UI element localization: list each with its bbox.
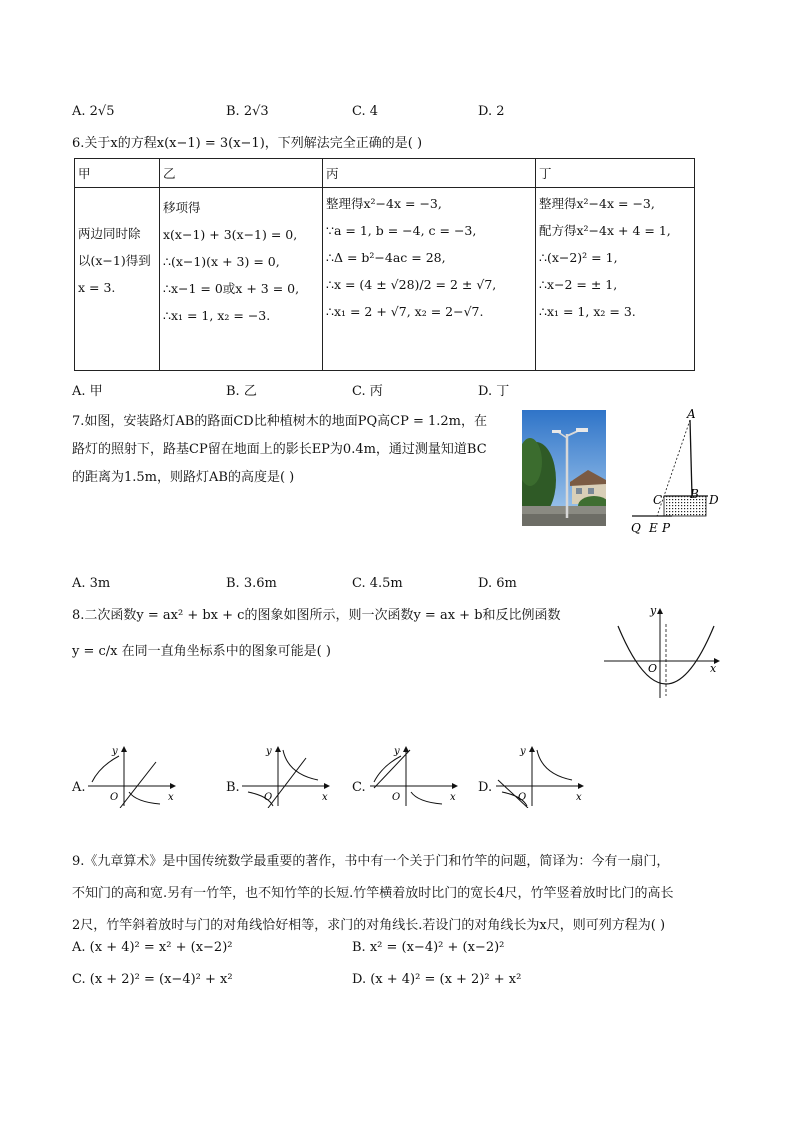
- yi-line: ∴x₁ = 1, x₂ = −3.: [163, 308, 271, 323]
- q9-option-b: B. x² = (x−4)² + (x−2)²: [352, 940, 505, 955]
- bing-line: ∴x₁ = 2 + √7, x₂ = 2−√7.: [326, 304, 484, 319]
- cell-ding: [536, 188, 695, 371]
- bing-line: ∴Δ = b²−4ac = 28,: [326, 250, 446, 265]
- q7-option-a: A. 3m: [72, 576, 111, 591]
- q8-option-d: D.: [478, 780, 493, 795]
- graph-y-label: y: [394, 746, 400, 757]
- q8-line1: 8.二次函数y = ax² + bx + c的图象如图所示，则一次函数y = ax + b和反比例函数: [72, 608, 561, 623]
- q8-option-b: B.: [226, 780, 240, 795]
- q8-graph-b: [240, 744, 332, 808]
- yi-line: x(x−1) + 3(x−1) = 0,: [163, 227, 298, 242]
- bing-line: ∴x = (4 ± √28)/2 = 2 ± √7,: [326, 277, 497, 292]
- q5-option-c: C. 4: [352, 104, 379, 119]
- q7-lamp-figure: [624, 406, 724, 538]
- graph-origin-label: O: [518, 792, 527, 803]
- q7-line: 路灯的照射下，路基CP留在地面上的影长EP为0.4m，通过测量知道BC: [72, 442, 487, 457]
- graph-x-label: x: [576, 792, 582, 803]
- q8-graph-c: [368, 744, 460, 808]
- q6-option-d: D. 丁: [478, 384, 510, 399]
- q9-option-c: C. (x + 2)² = (x−4)² + x²: [72, 972, 233, 987]
- yi-line: 移项得: [163, 200, 201, 215]
- cell-jia: [75, 188, 160, 371]
- label-p: P: [662, 521, 671, 535]
- q7-line: 的距离为1.5m，则路灯AB的高度是( ): [72, 470, 295, 485]
- header-ding: 丁: [536, 159, 695, 188]
- q8-graph-d: [494, 744, 586, 808]
- header-bing: 丙: [323, 159, 536, 188]
- q9-option-d: D. (x + 4)² = (x + 2)² + x²: [352, 972, 522, 987]
- label-a: A: [687, 407, 696, 421]
- ding-line: ∴x−2 = ± 1,: [539, 277, 618, 292]
- q7-option-b: B. 3.6m: [226, 576, 277, 591]
- label-d: D: [709, 493, 719, 507]
- q7-stem: [72, 408, 487, 492]
- graph-origin-label: O: [392, 792, 401, 803]
- jia-line: 以(x−1)得到: [78, 253, 151, 268]
- q9-line: 不知门的高和宽.另有一竹竿，也不知竹竿的长短.竹竿横着放时比门的宽长4尺，竹竿竖着放时比门的高长: [72, 886, 674, 901]
- q9-stem: [72, 846, 674, 942]
- jia-line: 两边同时除: [78, 226, 141, 241]
- q5-option-b: B. 2√3: [226, 104, 269, 119]
- q8-x-label: x: [710, 662, 717, 675]
- q9-line: 9.《九章算术》是中国传统数学最重要的著作，书中有一个关于门和竹竿的问题，简译为：今有一扇门，: [72, 854, 670, 869]
- label-c: C: [653, 493, 663, 507]
- q8-option-a: A.: [72, 780, 86, 795]
- q8-option-c: C.: [352, 780, 366, 795]
- yi-line: ∴x−1 = 0或x + 3 = 0,: [163, 281, 300, 296]
- q5-option-a: A. 2√5: [72, 104, 115, 119]
- label-q: Q: [631, 521, 641, 535]
- q7-line: 7.如图，安装路灯AB的路面CD比种植树木的地面PQ高CP = 1.2m，在: [72, 414, 487, 429]
- q8-y-label: y: [650, 604, 657, 617]
- q8-graph-a: [86, 744, 178, 808]
- label-b: B: [690, 487, 699, 501]
- header-yi: 乙: [160, 159, 323, 188]
- q6-option-a: A. 甲: [72, 384, 103, 399]
- street-lamp-photo: [522, 410, 606, 526]
- graph-x-label: x: [450, 792, 456, 803]
- label-e: E: [649, 521, 658, 535]
- q6-solution-table: [74, 158, 695, 371]
- bing-line: 整理得x²−4x = −3,: [326, 196, 442, 211]
- q7-option-d: D. 6m: [478, 576, 517, 591]
- bing-line: ∵a = 1, b = −4, c = −3,: [326, 223, 477, 238]
- yi-line: ∴(x−1)(x + 3) = 0,: [163, 254, 280, 269]
- ding-line: ∴(x−2)² = 1,: [539, 250, 618, 265]
- q6-stem: 6.关于x的方程x(x−1) = 3(x−1)，下列解法完全正确的是( ): [72, 136, 423, 151]
- ding-line: 整理得x²−4x = −3,: [539, 196, 655, 211]
- header-jia: 甲: [75, 159, 160, 188]
- graph-origin-label: O: [110, 792, 119, 803]
- q9-line: 2尺，竹竿斜着放时与门的对角线恰好相等，求门的对角线长.若设门的对角线长为x尺，则可列方程为( ): [72, 918, 666, 933]
- graph-y-label: y: [112, 746, 118, 757]
- cell-yi: [160, 188, 323, 371]
- cell-bing: [323, 188, 536, 371]
- q5-option-d: D. 2: [478, 104, 505, 119]
- q6-option-b: B. 乙: [226, 384, 257, 399]
- graph-y-label: y: [520, 746, 526, 757]
- q6-option-c: C. 丙: [352, 384, 383, 399]
- graph-origin-label: O: [264, 792, 273, 803]
- graph-x-label: x: [168, 792, 174, 803]
- q8-parabola-graph: [604, 604, 724, 700]
- ding-line: 配方得x²−4x + 4 = 1,: [539, 223, 671, 238]
- ding-line: ∴x₁ = 1, x₂ = 3.: [539, 304, 636, 319]
- graph-x-label: x: [322, 792, 328, 803]
- q8-line2: y = c/x 在同一直角坐标系中的图象可能是( ): [72, 644, 331, 659]
- q8-origin-label: O: [648, 662, 658, 675]
- q9-option-a: A. (x + 4)² = x² + (x−2)²: [72, 940, 233, 955]
- jia-line: x = 3.: [78, 280, 116, 295]
- q7-option-c: C. 4.5m: [352, 576, 403, 591]
- graph-y-label: y: [266, 746, 272, 757]
